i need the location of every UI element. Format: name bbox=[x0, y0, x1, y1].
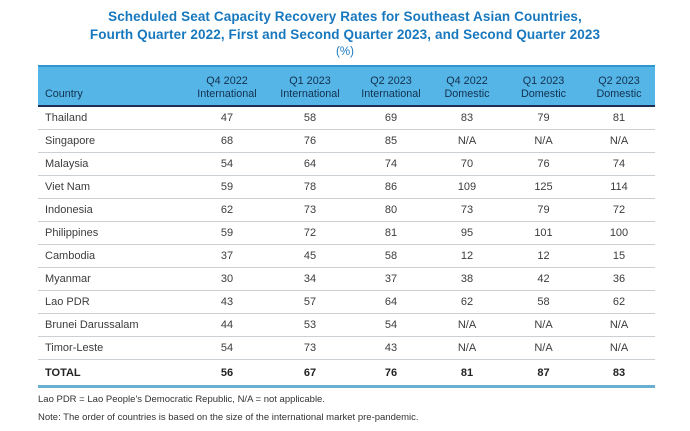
figure-title bbox=[0, 0, 690, 44]
value-cell: 43 bbox=[186, 291, 268, 314]
value-cell: 100 bbox=[583, 222, 655, 245]
value-cell: N/A bbox=[504, 337, 583, 360]
capacity-table bbox=[38, 65, 655, 388]
value-cell: 74 bbox=[352, 153, 430, 176]
header-row bbox=[38, 66, 655, 106]
country-cell: Singapore bbox=[38, 130, 186, 153]
value-cell: 43 bbox=[352, 337, 430, 360]
value-cell: 72 bbox=[268, 222, 352, 245]
value-cell: 74 bbox=[583, 153, 655, 176]
value-cell: 70 bbox=[430, 153, 504, 176]
value-cell: 38 bbox=[430, 268, 504, 291]
value-cell: 68 bbox=[186, 130, 268, 153]
title-line-1: Scheduled Seat Capacity Recovery Rates for Southeast Asian Countries, bbox=[108, 9, 582, 24]
value-cell: 47 bbox=[186, 106, 268, 130]
value-cell: 56 bbox=[220, 366, 234, 379]
value-cell: 86 bbox=[352, 176, 430, 199]
table-row bbox=[38, 245, 655, 268]
value-cell: 79 bbox=[504, 106, 583, 130]
value-cell: 78 bbox=[268, 176, 352, 199]
col-header-q2-2023-domestic: Q2 2023 Domestic bbox=[583, 66, 655, 106]
value-cell: 12 bbox=[430, 245, 504, 268]
table-row bbox=[38, 268, 655, 291]
value-cell: 54 bbox=[186, 337, 268, 360]
table-row bbox=[38, 337, 655, 360]
country-cell: Myanmar bbox=[38, 268, 186, 291]
table-row bbox=[38, 314, 655, 337]
value-cell: 62 bbox=[583, 291, 655, 314]
value-cell: N/A bbox=[430, 130, 504, 153]
value-cell: 58 bbox=[268, 106, 352, 130]
value-cell: 58 bbox=[352, 245, 430, 268]
value-cell: 73 bbox=[268, 337, 352, 360]
value-cell: 62 bbox=[430, 291, 504, 314]
country-cell: Viet Nam bbox=[38, 176, 186, 199]
value-cell: 44 bbox=[186, 314, 268, 337]
unit-label: (%) bbox=[336, 46, 354, 58]
country-cell: Thailand bbox=[38, 106, 186, 130]
value-cell: 80 bbox=[352, 199, 430, 222]
value-cell: 37 bbox=[186, 245, 268, 268]
country-cell: Timor-Leste bbox=[38, 337, 186, 360]
col-header-q1-2023-international: Q1 2023 International bbox=[268, 66, 352, 106]
value-cell: 81 bbox=[583, 106, 655, 130]
value-cell: 125 bbox=[504, 176, 583, 199]
value-cell: 81 bbox=[460, 366, 474, 379]
value-cell: 85 bbox=[352, 130, 430, 153]
value-cell: 15 bbox=[583, 245, 655, 268]
value-cell: 37 bbox=[352, 268, 430, 291]
value-cell: 30 bbox=[186, 268, 268, 291]
table-row bbox=[38, 291, 655, 314]
footnotes bbox=[38, 394, 690, 424]
value-cell: 67 bbox=[303, 366, 317, 379]
table-row bbox=[38, 176, 655, 199]
value-cell: 69 bbox=[352, 106, 430, 130]
value-cell: 57 bbox=[268, 291, 352, 314]
table-row bbox=[38, 153, 655, 176]
footnote-abbreviations: Lao PDR = Lao People's Democratic Republic, N/A = not applicable. bbox=[38, 394, 325, 405]
value-cell: N/A bbox=[504, 314, 583, 337]
country-cell: Cambodia bbox=[38, 245, 186, 268]
value-cell: 62 bbox=[186, 199, 268, 222]
value-cell: 95 bbox=[430, 222, 504, 245]
value-cell: N/A bbox=[504, 130, 583, 153]
value-cell: 42 bbox=[504, 268, 583, 291]
value-cell: 53 bbox=[268, 314, 352, 337]
country-cell: Indonesia bbox=[38, 199, 186, 222]
table-row bbox=[38, 130, 655, 153]
value-cell: N/A bbox=[583, 314, 655, 337]
table-row bbox=[38, 106, 655, 130]
total-row bbox=[38, 360, 655, 387]
value-cell: 64 bbox=[352, 291, 430, 314]
col-header-q4-2022-international: Q4 2022 International bbox=[186, 66, 268, 106]
value-cell: 76 bbox=[504, 153, 583, 176]
value-cell: 87 bbox=[537, 366, 550, 379]
value-cell: 12 bbox=[504, 245, 583, 268]
value-cell: 54 bbox=[186, 153, 268, 176]
value-cell: 83 bbox=[612, 366, 626, 379]
value-cell: 76 bbox=[384, 366, 398, 379]
table-row bbox=[38, 222, 655, 245]
value-cell: 79 bbox=[504, 199, 583, 222]
value-cell: N/A bbox=[583, 130, 655, 153]
col-header-country: Country bbox=[38, 66, 186, 106]
value-cell: 36 bbox=[583, 268, 655, 291]
value-cell: 114 bbox=[583, 176, 655, 199]
value-cell: N/A bbox=[430, 337, 504, 360]
value-cell: N/A bbox=[583, 337, 655, 360]
col-header-q2-2023-international: Q2 2023 International bbox=[352, 66, 430, 106]
value-cell: 76 bbox=[268, 130, 352, 153]
value-cell: 59 bbox=[186, 176, 268, 199]
col-header-q1-2023-domestic: Q1 2023 Domestic bbox=[504, 66, 583, 106]
country-cell: Lao PDR bbox=[38, 291, 186, 314]
table-row bbox=[38, 199, 655, 222]
value-cell: 59 bbox=[186, 222, 268, 245]
country-cell: Malaysia bbox=[38, 153, 186, 176]
country-cell: Philippines bbox=[38, 222, 186, 245]
table-header bbox=[38, 66, 655, 106]
value-cell: 83 bbox=[430, 106, 504, 130]
value-cell: 45 bbox=[268, 245, 352, 268]
value-cell: N/A bbox=[430, 314, 504, 337]
col-header-q4-2022-domestic: Q4 2022 Domestic bbox=[430, 66, 504, 106]
country-cell: Brunei Darussalam bbox=[38, 314, 186, 337]
value-cell: 34 bbox=[268, 268, 352, 291]
value-cell: 72 bbox=[583, 199, 655, 222]
value-cell: 73 bbox=[268, 199, 352, 222]
value-cell: 64 bbox=[268, 153, 352, 176]
table-body bbox=[38, 106, 655, 387]
value-cell: 109 bbox=[430, 176, 504, 199]
value-cell: 54 bbox=[352, 314, 430, 337]
value-cell: 101 bbox=[504, 222, 583, 245]
value-cell: 81 bbox=[352, 222, 430, 245]
value-cell: 58 bbox=[504, 291, 583, 314]
title-line-2: Fourth Quarter 2022, First and Second Quarter 2023, and Second Quarter 2023 bbox=[89, 27, 601, 42]
footnote-note: Note: The order of countries is based on the size of the international market pre-pandemic. bbox=[38, 412, 419, 423]
country-cell: TOTAL bbox=[45, 366, 81, 379]
value-cell: 73 bbox=[430, 199, 504, 222]
